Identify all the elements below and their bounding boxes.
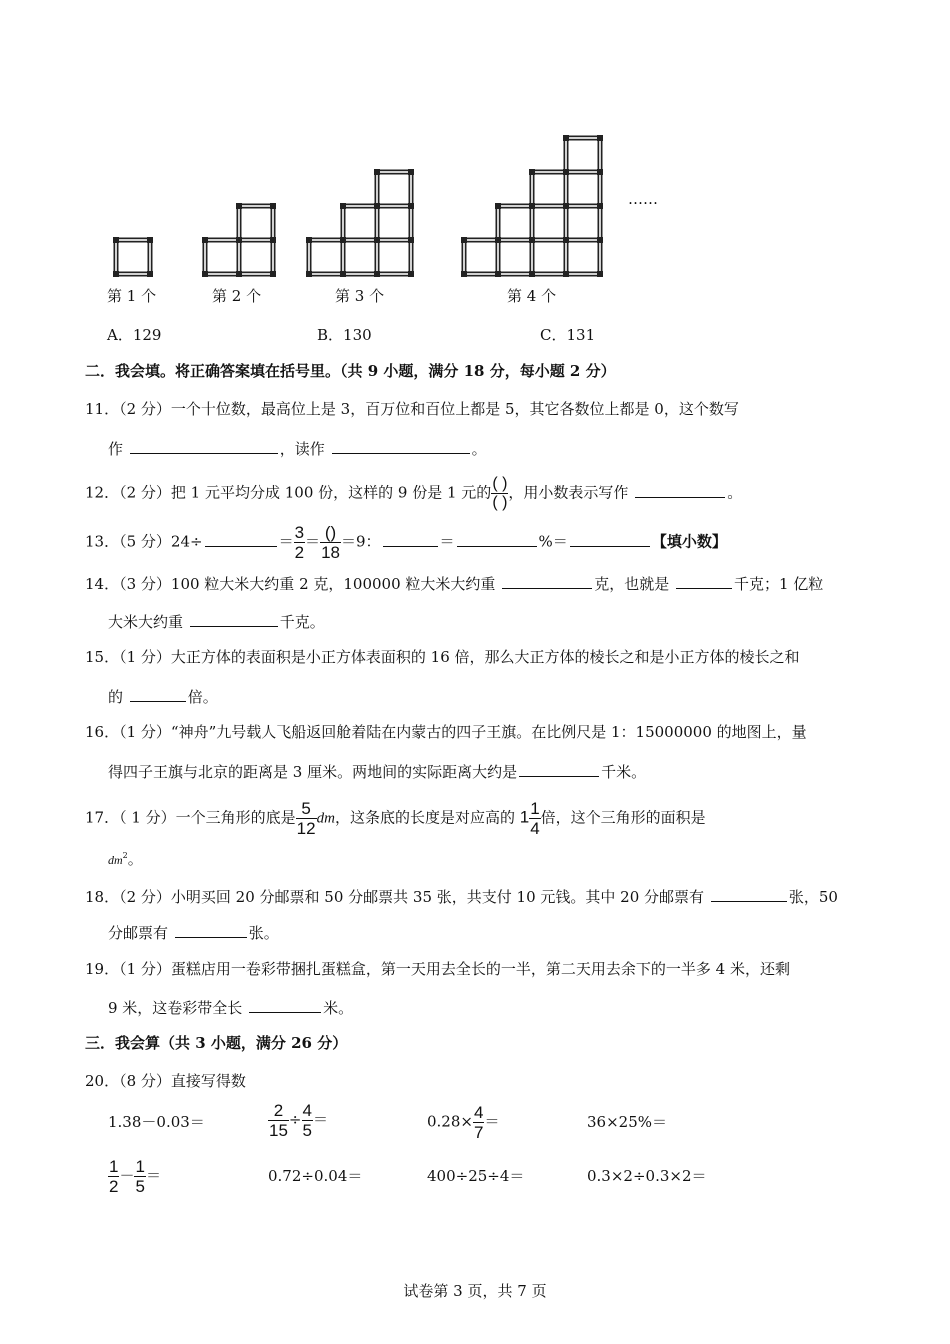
calc-r2c2: 0.72÷0.04＝ (268, 1167, 363, 1185)
figure-3 (306, 169, 414, 277)
calc-r2c4: 0.3×2÷0.3×2＝ (587, 1167, 707, 1185)
q16-line1: 16．（1 分）“神舟”九号载人飞船返回舱着陆在内蒙古的四子王旗。在比例尺是 1：15000000 的地图上，量 (85, 723, 807, 741)
option-a: A．129 (107, 326, 162, 344)
q13-fraction-1: $\frac{3}{2}$ (294, 523, 305, 562)
section3-header: 三．我会算（共 3 小题，满分 26 分） (85, 1034, 348, 1052)
q12-blank-decimal[interactable] (635, 481, 725, 498)
q15-blank[interactable] (130, 685, 186, 702)
q14-blank-kg[interactable] (676, 572, 732, 589)
figure-ellipsis: …… (628, 190, 658, 208)
q16-line2: 得四子王旗与北京的距离是 3 厘米。两地间的实际距离大约是 千米。 (108, 760, 646, 782)
calc-r2c1: $\frac{1}{2}$ － $\frac{1}{5}$ ＝ (109, 1157, 161, 1196)
q14-line1: 14．（3 分）100 粒大米大约重 2 克，100000 粒大米大约重 克，也就是 千克；1 亿粒 (85, 572, 823, 594)
q11-line1: 11．（2 分）一个十位数，最高位上是 3，百万位和百位上都是 5，其它各数位上都是 0，这个数写 (85, 400, 739, 418)
matchstick-figure (0, 0, 950, 300)
q13-blank-divisor[interactable] (205, 530, 277, 547)
q13-fraction-2[interactable]: $\frac{()}{18}$ (321, 523, 340, 562)
q14-line2: 大米大约重 千克。 (108, 610, 325, 632)
q13-blank-decimal[interactable] (570, 530, 650, 547)
q14-blank-kg-2[interactable] (190, 610, 278, 627)
calc-r1c2: $\frac{2}{15}$ ÷ $\frac{4}{5}$ ＝ (269, 1101, 328, 1140)
figure-1 (113, 237, 153, 277)
calc-r1c3: 0.28× $\frac{4}{7}$ ＝ (427, 1103, 500, 1142)
page-footer: 试卷第 3 页，共 7 页 (403, 1282, 547, 1300)
calc-r1c4: 36×25%＝ (587, 1113, 667, 1131)
figure-label-3: 第 3 个 (335, 287, 385, 305)
q17-fraction-mixed: $\frac{1}{4}$ (530, 799, 540, 838)
figure-2 (202, 203, 276, 277)
calc-r2c3: 400÷25÷4＝ (427, 1167, 525, 1185)
q13-blank-ratio[interactable] (383, 530, 438, 547)
q19-line2: 9 米，这卷彩带全长 米。 (108, 996, 353, 1018)
q15-line1: 15．（1 分）大正方体的表面积是小正方体表面积的 16 倍，那么大正方体的棱长之和是小正方体的棱长之和 (85, 648, 800, 666)
figure-label-4: 第 4 个 (507, 287, 557, 305)
figure-4 (461, 135, 603, 277)
q17-line2: $dm^2$。 (108, 850, 143, 868)
q15-line2: 的 倍。 (108, 685, 218, 707)
q11-blank-number[interactable] (130, 437, 278, 454)
q19-blank[interactable] (249, 996, 321, 1013)
q19-line1: 19．（1 分）蛋糕店用一卷彩带捆扎蛋糕盒，第一天用去全长的一半，第二天用去余下的一半多 4 米，还剩 (85, 960, 790, 978)
q16-blank[interactable] (519, 760, 599, 777)
q11-blank-reading[interactable] (332, 437, 470, 454)
q13-blank-percent[interactable] (457, 530, 537, 547)
option-c: C．131 (540, 326, 596, 344)
q13: 13．（5 分）24÷ ＝ $\frac{3}{2}$ ＝ $\frac{()}{18}$ ＝9： ＝ %＝ 【填小数】 (85, 523, 727, 562)
q17-line1: 17．（ 1 分）一个三角形的底是 $\frac{5}{12}$ dm，这条底的长度是对应高的 1 $\frac{1}{4}$ 倍，这个三角形的面积是 (85, 799, 706, 838)
option-b: B．130 (317, 326, 372, 344)
q12: 12．（2 分）把 1 元平均分成 100 份，这样的 9 份是 1 元的 $\frac{( )}{( )}$ ，用小数表示写作 。 (85, 475, 743, 511)
q11-line2: 作 ，读作 。 (108, 437, 487, 459)
q20-title: 20．（8 分）直接写得数 (85, 1072, 246, 1090)
section2-header: 二．我会填。将正确答案填在括号里。（共 9 小题，满分 18 分，每小题 2 分） (85, 362, 616, 380)
q17-fraction-base: $\frac{5}{12}$ (296, 799, 316, 838)
q18-line1: 18．（2 分）小明买回 20 分邮票和 50 分邮票共 35 张，共支付 10 元钱。其中 20 分邮票有 张，50 (85, 885, 838, 907)
q18-blank-20[interactable] (711, 885, 787, 902)
figure-label-1: 第 1 个 (107, 287, 157, 305)
calc-r1c1: 1.38－0.03＝ (108, 1113, 205, 1131)
q14-blank-grams[interactable] (502, 572, 592, 589)
q12-fraction[interactable]: $\frac{( )}{( )}$ (492, 475, 508, 511)
figure-label-2: 第 2 个 (212, 287, 262, 305)
q18-line2: 分邮票有 张。 (108, 921, 279, 943)
q18-blank-50[interactable] (175, 921, 247, 938)
